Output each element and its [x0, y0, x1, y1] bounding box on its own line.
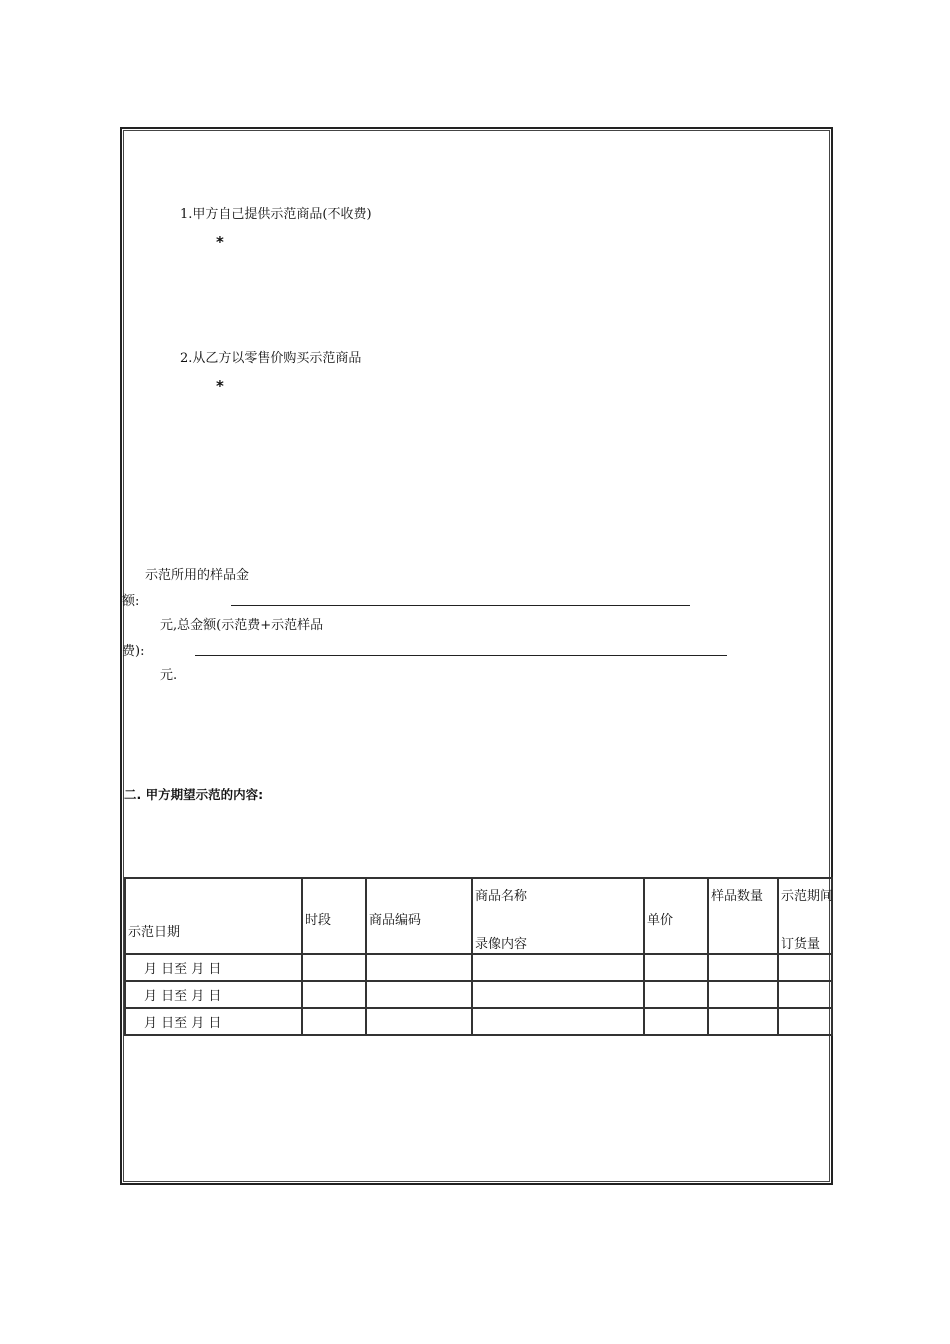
- header-order-quantity: 示范期间 订货量: [778, 878, 832, 954]
- header-product-name: 商品名称 录像内容: [472, 878, 644, 954]
- row-product-code-cell[interactable]: [366, 981, 472, 1008]
- option-self-provided-marker: *: [216, 233, 224, 251]
- total-amount-unit: 元.: [160, 668, 178, 683]
- row-product-name-cell[interactable]: [472, 981, 644, 1008]
- section-two-heading: 二. 甲方期望示范的内容:: [124, 787, 264, 802]
- sample-amount-label-cont: 额:: [122, 594, 140, 609]
- total-amount-blank[interactable]: [195, 655, 727, 656]
- row-order-quantity-cell[interactable]: [778, 1008, 832, 1035]
- row-product-name-cell[interactable]: [472, 1008, 644, 1035]
- sample-amount-blank[interactable]: [231, 605, 690, 606]
- table-row: [125, 954, 832, 981]
- row-order-quantity-cell[interactable]: [778, 981, 832, 1008]
- row-sample-quantity-cell[interactable]: [708, 954, 778, 981]
- table-header-row: [125, 878, 832, 954]
- row-date-cell[interactable]: 月 日至 月 日: [125, 954, 302, 981]
- header-demo-date: 示范日期: [125, 878, 302, 954]
- option-purchase-retail: 2.从乙方以零售价购买示范商品: [180, 351, 362, 366]
- row-date-cell[interactable]: 月 日至 月 日: [125, 1008, 302, 1035]
- sample-amount-label: 示范所用的样品金: [145, 568, 250, 583]
- row-unit-price-cell[interactable]: [644, 1008, 708, 1035]
- row-unit-price-cell[interactable]: [644, 954, 708, 981]
- row-product-code-cell[interactable]: [366, 954, 472, 981]
- row-time-slot-cell[interactable]: [302, 954, 366, 981]
- row-product-name-cell[interactable]: [472, 954, 644, 981]
- header-unit-price: 单价: [644, 878, 708, 954]
- table-row: [125, 981, 832, 1008]
- row-unit-price-cell[interactable]: [644, 981, 708, 1008]
- header-product-code: 商品编码: [366, 878, 472, 954]
- row-order-quantity-cell[interactable]: [778, 954, 832, 981]
- total-amount-label-cont: 费):: [122, 644, 145, 659]
- total-amount-label: 元,总金额(示范费+示范样品: [160, 618, 324, 633]
- option-self-provided: 1.甲方自己提供示范商品(不收费): [180, 207, 372, 222]
- header-sample-quantity: 样品数量: [708, 878, 778, 954]
- row-sample-quantity-cell[interactable]: [708, 1008, 778, 1035]
- row-date-cell[interactable]: 月 日至 月 日: [125, 981, 302, 1008]
- row-time-slot-cell[interactable]: [302, 981, 366, 1008]
- row-sample-quantity-cell[interactable]: [708, 981, 778, 1008]
- row-product-code-cell[interactable]: [366, 1008, 472, 1035]
- table-row: [125, 1008, 832, 1035]
- option-purchase-retail-marker: *: [216, 377, 224, 395]
- demo-content-table: [124, 877, 833, 1036]
- header-time-slot: 时段: [302, 878, 366, 954]
- row-time-slot-cell[interactable]: [302, 1008, 366, 1035]
